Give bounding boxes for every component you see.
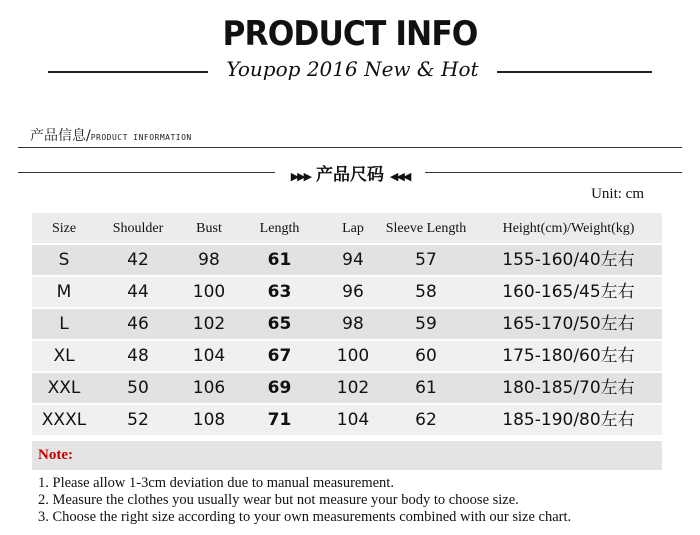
subtitle-rule-right <box>497 71 652 73</box>
cell-shoulder: 42 <box>127 250 149 270</box>
cell-length: 65 <box>267 314 292 334</box>
size-title-rule-right <box>425 172 682 173</box>
cell-length: 61 <box>267 250 292 270</box>
cell-sleeve-length: 58 <box>415 282 437 302</box>
header-sleeve-length: Sleeve Length <box>385 221 467 236</box>
header-lap: Lap <box>342 221 364 236</box>
table-row <box>32 309 662 339</box>
table-header-row <box>32 213 662 243</box>
arrow-right-icon: ▶▶▶ <box>290 170 311 183</box>
cell-height-weight: 175-180/60左右 <box>502 346 635 366</box>
table-row <box>32 405 662 435</box>
note-item: 1. Please allow 1-3cm deviation due to manual measurement. <box>38 475 394 491</box>
size-chart-title <box>275 160 425 185</box>
cell-bust: 102 <box>192 314 226 334</box>
header-bust: Bust <box>196 221 222 236</box>
subtitle-rule-left <box>48 71 208 73</box>
cell-size: S <box>58 250 70 270</box>
cell-height-weight: 165-170/50左右 <box>502 314 635 334</box>
cell-lap: 98 <box>342 314 364 334</box>
unit-label: Unit: cm <box>591 186 644 202</box>
cell-bust: 108 <box>192 410 226 430</box>
table-row <box>32 341 662 371</box>
section-heading-cn: 产品信息/ <box>30 128 91 144</box>
cell-shoulder: 52 <box>127 410 149 430</box>
header-height-weight: Height(cm)/Weight(kg) <box>502 221 635 236</box>
subtitle: Youpop 2016 New & Hot <box>226 57 479 81</box>
cell-shoulder: 48 <box>127 346 149 366</box>
header-shoulder: Shoulder <box>112 221 164 236</box>
cell-height-weight: 180-185/70左右 <box>502 378 635 398</box>
cell-bust: 106 <box>192 378 226 398</box>
cell-lap: 100 <box>336 346 370 366</box>
cell-lap: 102 <box>336 378 370 398</box>
size-title-rule-left <box>18 172 275 173</box>
notes-header <box>32 441 662 470</box>
cell-size: L <box>59 314 69 334</box>
table-row <box>32 245 662 275</box>
cell-bust: 98 <box>198 250 220 270</box>
table-row <box>32 373 662 403</box>
cell-length: 63 <box>267 282 292 302</box>
cell-sleeve-length: 62 <box>415 410 437 430</box>
cell-sleeve-length: 57 <box>415 250 437 270</box>
cell-bust: 104 <box>192 346 226 366</box>
notes-title: Note: <box>38 447 73 463</box>
cell-height-weight: 155-160/40左右 <box>502 250 635 270</box>
cell-length: 67 <box>267 346 292 366</box>
notes-list <box>38 475 571 526</box>
cell-size: XXL <box>47 378 81 398</box>
cell-height-weight: 185-190/80左右 <box>502 410 635 430</box>
cell-shoulder: 44 <box>127 282 149 302</box>
table-row <box>32 277 662 307</box>
header-size: Size <box>51 221 77 236</box>
cell-lap: 96 <box>342 282 364 302</box>
section-heading <box>30 125 192 145</box>
cell-length: 69 <box>267 378 292 398</box>
product-info-title: PRODUCT INFO <box>222 14 478 54</box>
header-length: Length <box>259 221 300 236</box>
cell-sleeve-length: 60 <box>415 346 437 366</box>
note-item: 3. Choose the right size according to your own measurements combined with our size chart. <box>38 509 572 525</box>
cell-size: M <box>56 282 72 302</box>
arrow-left-icon: ◀◀◀ <box>389 170 410 183</box>
cell-height-weight: 160-165/45左右 <box>502 282 635 302</box>
cell-lap: 104 <box>336 410 370 430</box>
cell-shoulder: 50 <box>127 378 149 398</box>
section-rule <box>18 147 682 148</box>
cell-sleeve-length: 61 <box>415 378 437 398</box>
cell-shoulder: 46 <box>127 314 149 334</box>
note-item: 2. Measure the clothes you usually wear but not measure your body to choose size. <box>38 492 519 508</box>
section-heading-en: PRODUCT INFORMATION <box>90 133 192 142</box>
cell-sleeve-length: 59 <box>415 314 437 334</box>
size-table <box>32 213 662 437</box>
cell-lap: 94 <box>342 250 364 270</box>
cell-bust: 100 <box>192 282 226 302</box>
cell-length: 71 <box>267 410 292 430</box>
size-chart-title-text: 产品尺码 <box>316 165 384 185</box>
cell-size: XL <box>53 346 75 366</box>
cell-size: XXXL <box>41 410 87 430</box>
